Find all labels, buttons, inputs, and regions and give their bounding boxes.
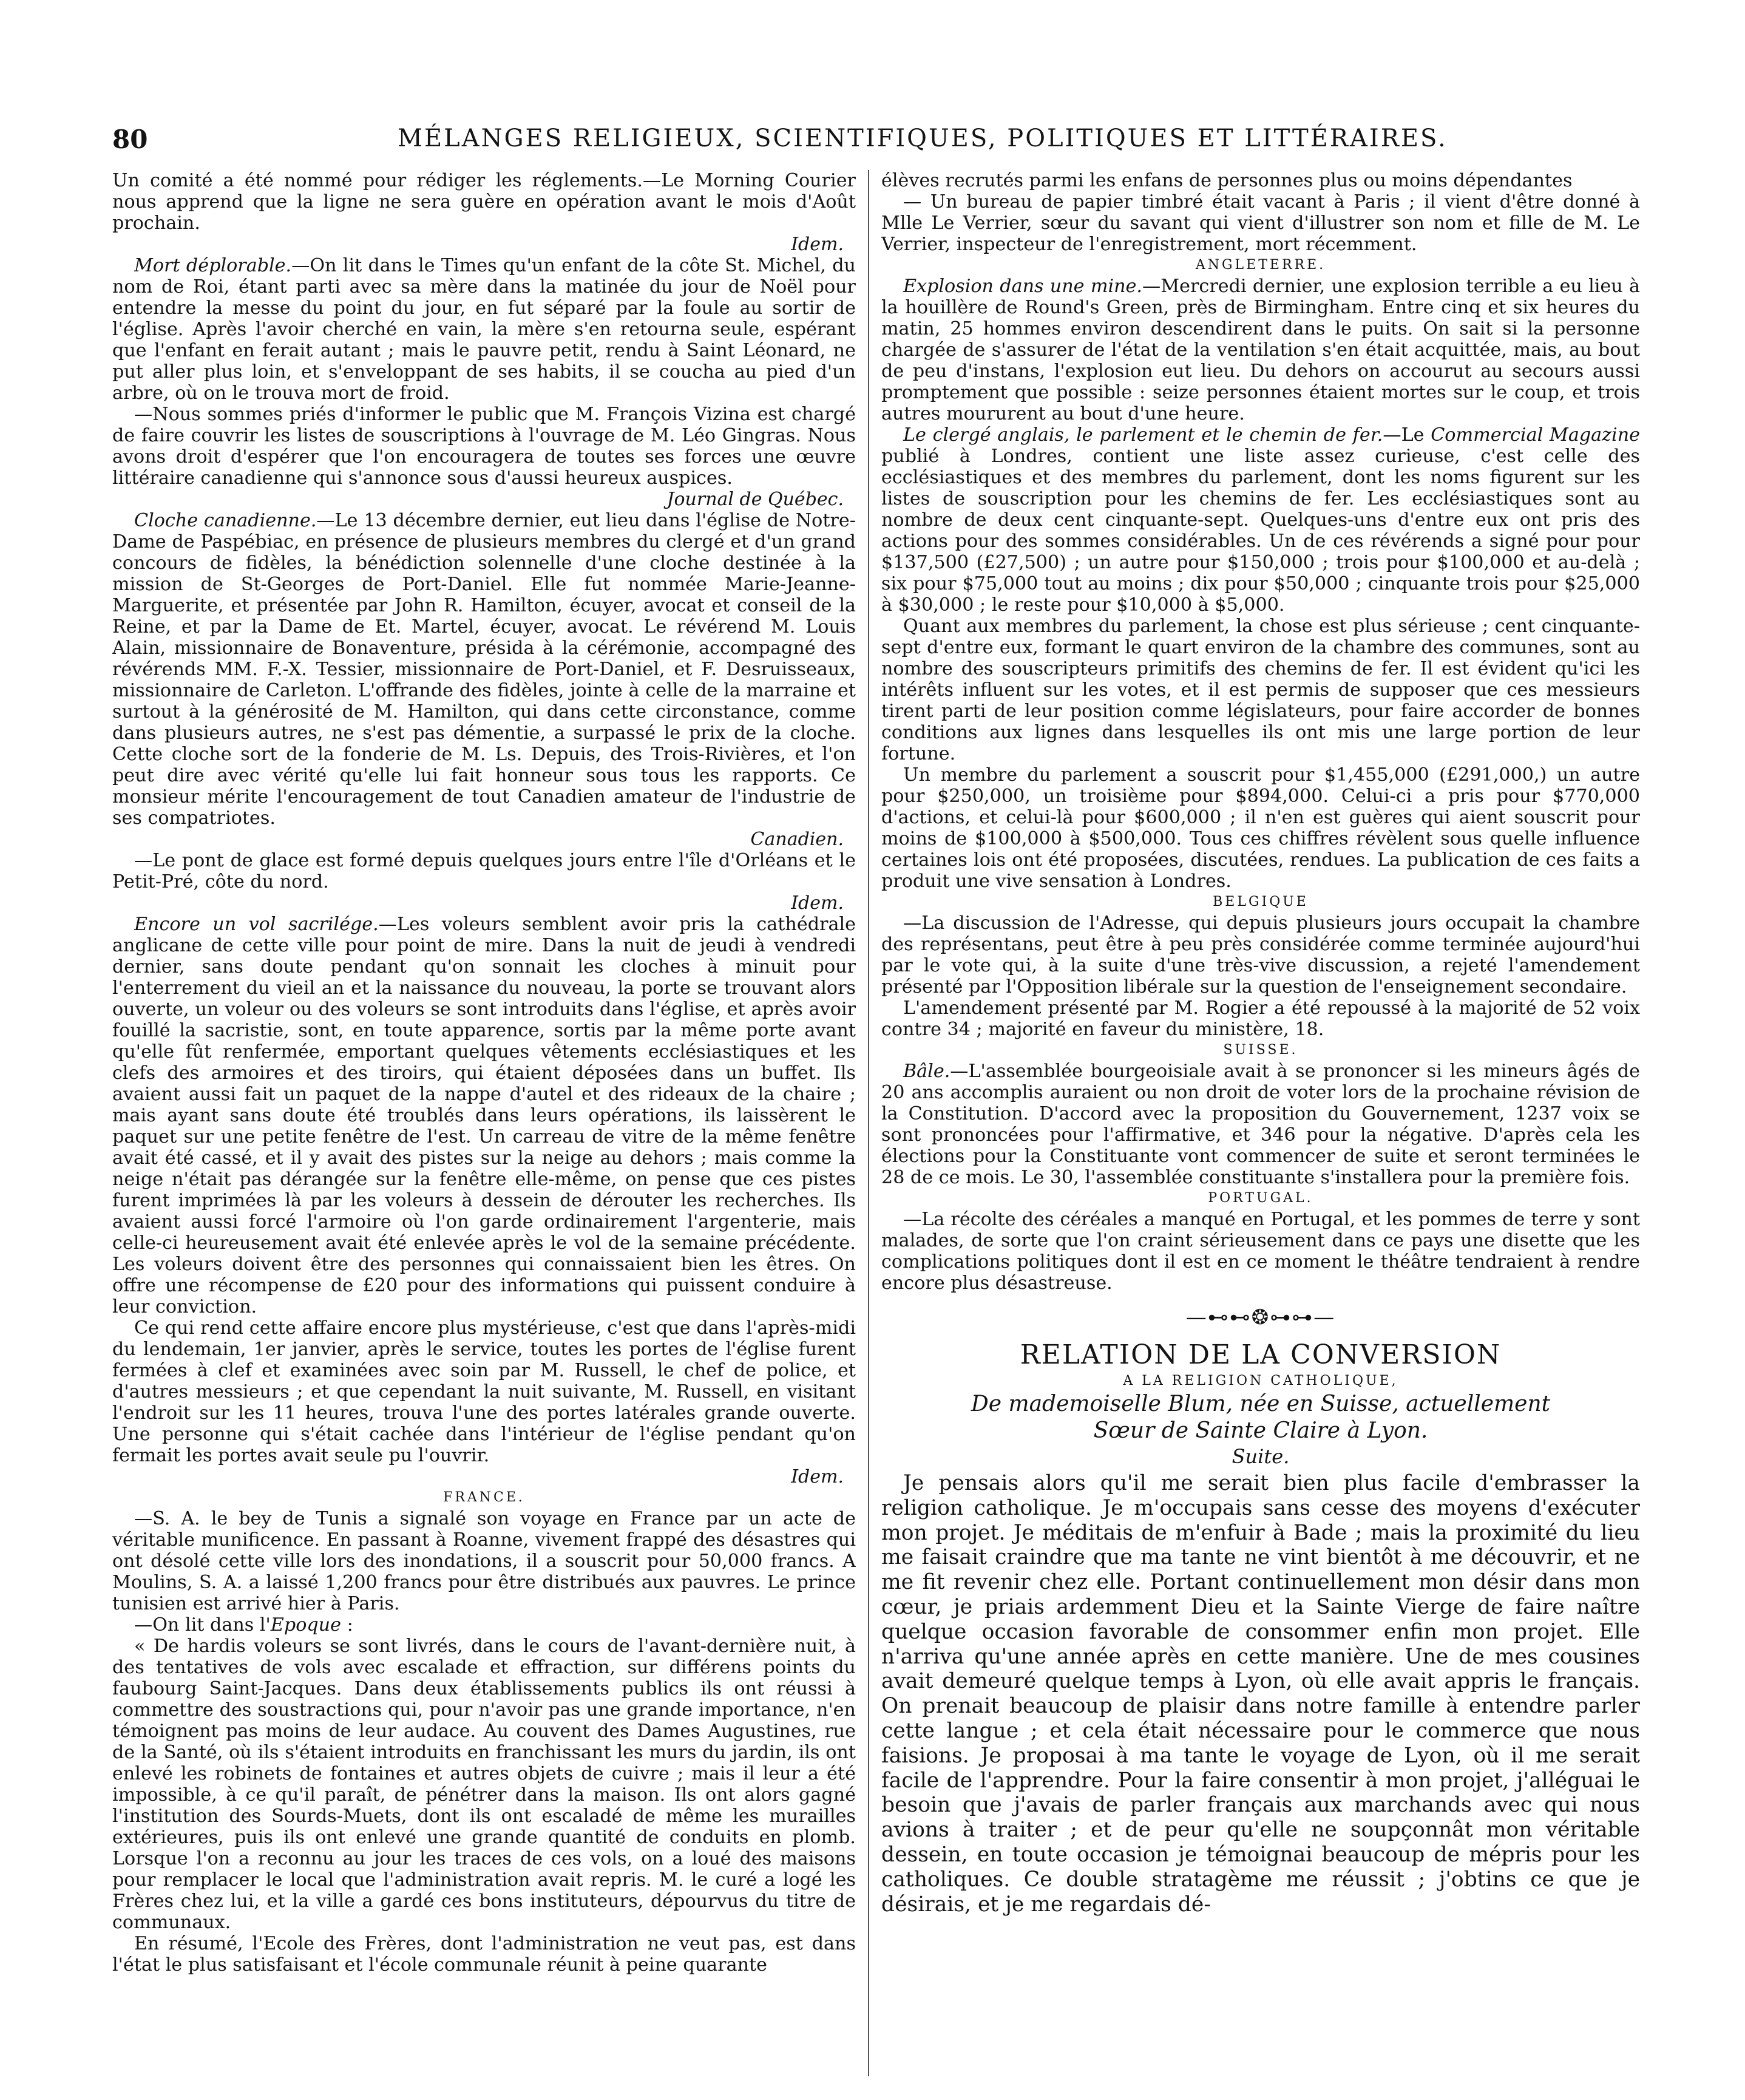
source-credit: Journal de Québec. <box>666 489 844 510</box>
source-credit: Canadien. <box>750 829 844 850</box>
article-paragraph: Un membre du parlement a souscrit pour $1,455,000 (£291,000,) un autre pour $250,000, un troisième pour $894,000. Celui-ci a pris pour $770,000 d'actions, et celui-là pour $600,000 ; il n'en est guères qui aient souscrit pour moins de $100,000 à $500,000. Tous ces chiffres révèlent sous quelle influence certaines lois ont été proposées, discutées, rendues. La publication de ces faits a produit une vive sensation à Londres. <box>881 764 1640 892</box>
relation-body <box>881 1471 1640 1917</box>
page-header <box>112 118 1642 161</box>
source-credit: Idem. <box>791 1466 844 1487</box>
column-rule <box>868 170 869 2076</box>
relation-title: RELATION DE LA CONVERSION <box>1020 1339 1502 1370</box>
article-title: Cloche canadienne. <box>134 510 317 531</box>
article-title: Explosion dans une mine. <box>903 276 1143 297</box>
article-paragraph: L'amendement présenté par M. Rogier a été repoussé à la majorité de 52 voix contre 34 ; majorité en faveur du ministère, 18. <box>881 997 1640 1040</box>
relation-suite: Suite. <box>1232 1445 1290 1468</box>
page-number: 80 <box>112 124 148 154</box>
article-body: —Le <box>1383 424 1431 446</box>
article-body: publié à Londres, contient une liste assez curieuse, c'est celle des ecclésiastiques et des membres du parlement, dont les noms figurent sur les listes de souscription pour les chemins de fer. Les ecclésiastiques sont au nombre de deux cent cinquante-sept. Quelques-uns d'entre eux ont pris des actions pour des sommes considérables. Un de ces révérends a signé pour pour $137,500 (£27,500) ; un autre pour $150,000 ; trois pour $100,000 et au-delà ; six pour $75,000 tout au moins ; dix pour $50,000 ; cinquante trois pour $25,000 à $30,000 ; le reste pour $10,000 à $5,000. <box>881 446 1640 616</box>
section-heading-suisse: SUISSE. <box>1223 1042 1298 1058</box>
left-column <box>112 170 856 2082</box>
article-paragraph: Un comité a été nommé pour rédiger les réglements.—Le Morning Courier nous apprend que la ligne ne sera guère en opération avant le mois d'Août prochain. <box>112 170 856 234</box>
relation-subtitle: A LA RELIGION CATHOLIQUE, <box>1123 1373 1398 1388</box>
section-heading-france: FRANCE. <box>443 1490 525 1505</box>
ornament-divider: —⊷⊷❂⊶⊶— <box>1185 1305 1336 1330</box>
article-title: Le clergé anglais, le parlement et le chemin de fer. <box>903 424 1383 446</box>
article-body: —L'assemblée bourgeoisiale avait à se prononcer si les mineurs âgés de 20 ans accomplis auraient ou non droit de voter lors de la prochaine révision de la Constitution. D'accord avec la proposition du Gouvernement, 1237 voix se sont prononcées pour l'affirmative, et 346 pour la négative. D'après cela les élections pour la Constituante vont commencer de suite et seront terminées le 28 de ce mois. Le 30, l'assemblée constituante s'installera pour la première fois. <box>881 1061 1640 1188</box>
section-heading-angleterre: ANGLETERRE. <box>1195 257 1326 273</box>
source-credit: Idem. <box>791 234 844 255</box>
section-heading-portugal: PORTUGAL. <box>1208 1191 1313 1206</box>
article-paragraph <box>881 276 1640 424</box>
article-paragraph: Quant aux membres du parlement, la chose est plus sérieuse ; cent cinquante-sept d'entre eux, formant le quart environ de la chambre des communes, sont au nombre des souscripteurs primitifs des chemins de fer. Il est évident qu'ici les intérêts influent sur les votes, et il est permis de supposer que ces messieurs tirent parti de leur position comme législateurs, pour faire accorder de bonnes conditions aux lignes dans lesquelles ils ont mis une large portion de leur fortune. <box>881 616 1640 764</box>
source-credit: Idem. <box>791 892 844 914</box>
article-paragraph: —La récolte des céréales a manqué en Portugal, et les pommes de terre y sont malades, de sorte que l'on craint sérieusement dans ce pays une disette que les complications politiques dont il est en ce moment le théâtre tendraient à rendre encore plus désastreuse. <box>881 1209 1640 1294</box>
article-body: —On lit dans l' <box>134 1614 271 1636</box>
article-body: —On lit dans le Times qu'un enfant de la côte St. Michel, du nom de Roi, étant parti avec sa mère dans la matinée du jour de Noël pour entendre la messe du point du jour, en fut séparé par la foule au sortir de l'église. Après l'avoir cherché en vain, la mère s'en retourna seule, espérant que l'enfant en ferait autant ; mais le pauvre petit, rendu à Saint Léonard, ne put aller plus loin, et s'enveloppant de ses habits, il se coucha au pied d'un arbre, où on le trouva mort de froid. <box>112 255 856 404</box>
article-paragraph: —La discussion de l'Adresse, qui depuis plusieurs jours occupait la chambre des représentans, peut être à peu près considérée comme terminée aujourd'hui par le vote qui, à la suite d'une très-vive discussion, a rejeté l'amendement présenté par l'Opposition libérale sur la question de l'enseignement secondaire. <box>881 912 1640 997</box>
article-body: —Mercredi dernier, une explosion terrible a eu lieu à la houillère de Round's Green, près de Birmingham. Entre cinq et six heures du matin, 25 hommes environ descendirent dans le puits. On sait si la personne chargée de s'assurer de l'état de la ventilation s'en était acquittée, mais, au bout de peu d'instans, l'explosion eut lieu. Du dehors on accourut au secours aussi promptement que possible : seize personnes étaient mortes sur le coup, et trois autres moururent au bout d'une heure. <box>881 276 1640 424</box>
article-paragraph <box>881 424 1640 616</box>
article-paragraph <box>112 1614 856 1636</box>
article-paragraph <box>112 914 856 1317</box>
article-paragraph: —S. A. le bey de Tunis a signalé son voyage en France par un acte de véritable munificence. En passant à Roanne, vivement frappé des désastres qui ont désolé cette ville lors des inondations, il a souscrit pour 50,000 francs. A Moulins, S. A. a laissé 1,200 francs pour être distribués aux pauvres. Le prince tunisien est arrivé hier à Paris. <box>112 1508 856 1614</box>
relation-byline-1: De mademoiselle Blum, née en Suisse, actuellement <box>971 1392 1551 1416</box>
article-body: —Le 13 décembre dernier, eut lieu dans l'église de Notre-Dame de Paspébiac, en présence de plusieurs membres du clergé et d'un grand concours de fidèles, la bénédiction solennelle d'une cloche destinée à la mission de St-Georges de Port-Daniel. Elle fut nommée Marie-Jeanne-Marguerite, et présentée par John R. Hamilton, écuyer, avocat et conseil de la Reine, et par la Dame de Et. Martel, écuyer, avocat. Le révérend M. Louis Alain, missionnaire de Bonaventure, présida à la cérémonie, accompagné des révérends MM. F.-X. Tessier, missionnaire de Port-Daniel, et F. Desruisseaux, missionnaire de Carleton. L'offrande des fidèles, jointe à celle de la marraine et surtout à la générosité de M. Hamilton, qui dans cette circonstance, comme dans plusieurs autres, ne s'est pas démentie, a surpassé le prix de la cloche. Cette cloche sort de la fonderie de M. Ls. Depuis, des Trois-Rivières, et l'on peut dire avec vérité qu'elle lui fait honneur sous tous les rapports. Ce monsieur mérite l'encouragement de tout Canadien amateur de l'industrie de ses compatriotes. <box>112 510 856 829</box>
article-paragraph <box>881 1061 1640 1188</box>
journal-name: Epoque <box>270 1614 341 1636</box>
relation-byline-2: Sœur de Sainte Claire à Lyon. <box>1093 1418 1428 1443</box>
right-column <box>881 170 1640 2082</box>
article-paragraph: —Le pont de glace est formé depuis quelques jours entre l'île d'Orléans et le Petit-Pré, côte du nord. <box>112 850 856 892</box>
article-paragraph: élèves recrutés parmi les enfans de personnes plus ou moins dépendantes <box>881 170 1573 191</box>
article-paragraph: —Nous sommes priés d'informer le public que M. François Vizina est chargé de faire couvrir les listes de souscriptions à l'ouvrage de M. Léo Gingras. Nous avons droit d'espérer que l'on encouragera de toutes ses forces une œuvre littéraire canadienne qui s'annonce sous d'aussi heureux auspices. <box>112 404 856 489</box>
article-body: —Les voleurs semblent avoir pris la cathédrale anglicane de cette ville pour point de mire. Dans la nuit de jeudi à vendredi dernier, sans doute pendant qu'on sonnait les cloches à minuit pour l'enterrement du vieil an et la naissance du nouveau, la porte se trouvant alors ouverte, un voleur ou des voleurs se sont introduits dans l'église, et après avoir fouillé la sacristie, sont, en toute apparence, sortis par la même porte avant qu'elle fût renfermée, emportant quelques vêtements ecclésiastiques et les clefs des armoires et des tiroirs, qui étaient déposées dans un buffet. Ils avaient aussi fait un paquet de la nappe d'autel et des rideaux de la chaire ; mais ayant sans doute été troublés dans leurs opérations, ils laissèrent le paquet sur une petite fenêtre de l'est. Un carreau de vitre de la même fenêtre avait été cassé, et il y avait des pistes sur la neige au dehors ; mais comme la neige n'était pas dérangée sur la fenêtre elle-même, on pense que ces pistes furent imprimées là par les voleurs à dessein de dérouter les recherches. Ils avaient aussi forcé l'armoire où l'on garde ordinairement l'argenterie, mais celle-ci heureusement avait été enlevée après le vol de la semaine précédente. Les voleurs doivent être des personnes qui connaissaient bien les êtres. On offre une récompense de £20 pour des informations qui puissent conduire à leur conviction. <box>112 914 856 1317</box>
section-heading-belgique: BELGIQUE <box>1213 894 1309 909</box>
article-paragraph: Je pensais alors qu'il me serait bien plus facile d'embrasser la religion catholique. Je m'occupais sans cesse des moyens d'exécuter mon projet. Je méditais de m'enfuir à Bade ; mais la proximité du lieu me faisait craindre que ma tante ne vint bientôt à me découvrir, et ne me fit revenir chez elle. Portant continuellement mon désir dans mon cœur, je priais ardemment Dieu et la Sainte Vierge de faire naître quelque occasion favorable de consommer enfin mon projet. Elle n'arriva qu'une année après en cette manière. Une de mes cousines avait demeuré quelque temps à Lyon, où elle avait appris le français. On prenait beaucoup de plaisir dans notre famille à entendre parler cette langue ; et cela était nécessaire pour le commerce que nous faisions. Je proposai à ma tante le voyage de Lyon, où il me serait facile de l'apprendre. Pour la faire consentir à mon projet, j'alléguai le besoin que j'avais de parler français aux marchands avec qui nous avions à traiter ; et de peur qu'elle ne soupçonnât mon véritable dessein, en toute occasion je témoignai beaucoup de mépris pour les catholiques. Ce double stratagème me réussit ; j'obtins ce que je désirais, et je me regardais dé- <box>881 1471 1640 1917</box>
article-paragraph: Ce qui rend cette affaire encore plus mystérieuse, c'est que dans l'après-midi du lendemain, 1er janvier, après le service, toutes les portes de l'église furent fermées à clef et examinées avec soin par M. Russell, le chef de police, et d'autres messieurs ; et que cependant la nuit suivante, M. Russell, en visitant l'endroit sur les 11 heures, trouva l'une des portes latérales grande ouverte. Une personne qui s'était cachée dans l'intérieur de l'église pendant qu'on fermait les portes avait seule pu l'ouvrir. <box>112 1317 856 1466</box>
article-body: : <box>341 1614 353 1636</box>
article-title: Mort déplorable. <box>134 255 292 276</box>
article-title: Bâle. <box>903 1061 950 1082</box>
article-paragraph: En résumé, l'Ecole des Frères, dont l'administration ne veut pas, est dans l'état le plus satisfaisant et l'école communale réunit à peine quarante <box>112 1933 856 1976</box>
article-title: Encore un vol sacrilége. <box>134 914 379 935</box>
running-title: MÉLANGES RELIGIEUX, SCIENTIFIQUES, POLITIQUES ET LITTÉRAIRES. <box>398 124 1448 152</box>
quoted-paragraph: « De hardis voleurs se sont livrés, dans le cours de l'avant-dernière nuit, à des tentatives de vols avec escalade et effraction, sur différens points du faubourg Saint-Jacques. Dans deux établissements publics ils ont réussi à commettre des soustractions qui, pour n'avoir pas une grande importance, n'en témoignent pas moins de leur audace. Au couvent des Dames Augustines, rue de la Santé, où ils s'étaient introduits en franchissant les murs du jardin, ils ont enlevé les robinets de fontaines et autres objets de cuivre ; mais il leur a été impossible, à ce qu'il paraît, de pénétrer dans la maison. Ils ont alors gagné l'institution des Sourds-Muets, dont ils ont escaladé de même les murailles extérieures, puis ils ont enlevé une grande quantité de conduits en plomb. Lorsque l'on a reconnu au jour les traces de ces vols, on a loué des maisons pour remplacer le local que l'administration avait repris. M. le curé a logé les Frères chez lui, et la ville a gardé ces bons instituteurs, dépourvus du titre de communaux. <box>112 1636 856 1933</box>
journal-name: Commercial Magazine <box>1431 424 1640 446</box>
article-paragraph <box>112 510 856 829</box>
article-paragraph: — Un bureau de papier timbré était vacant à Paris ; il vient d'être donné à Mlle Le Verrier, sœur du savant qui vient d'illustrer son nom et fille de M. Le Verrier, inspecteur de l'enregistrement, mort récemment. <box>881 191 1640 255</box>
article-paragraph <box>112 255 856 404</box>
